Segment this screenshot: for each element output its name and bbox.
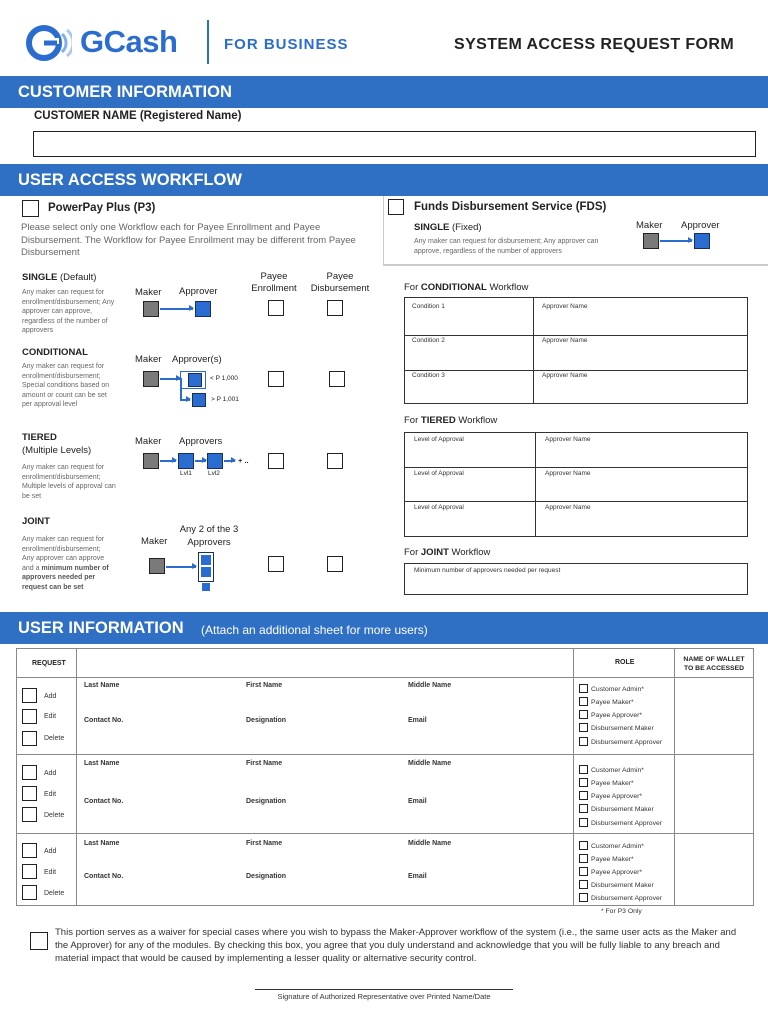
first-name-field[interactable]: First Name bbox=[246, 682, 283, 689]
role-label: Payee Maker* bbox=[591, 856, 634, 863]
fds-maker-box bbox=[643, 233, 659, 249]
table-divider bbox=[17, 754, 753, 755]
tiered-table bbox=[404, 432, 748, 537]
approver-name-cell[interactable]: Approver Name bbox=[545, 436, 591, 443]
workflow-title: USER ACCESS WORKFLOW bbox=[18, 171, 242, 189]
table-divider bbox=[405, 501, 747, 502]
table-divider bbox=[674, 649, 675, 905]
role-label: Disbursement Approver bbox=[591, 820, 663, 827]
last-name-field[interactable]: Last Name bbox=[84, 840, 120, 847]
joint-approver-box-2 bbox=[201, 567, 211, 577]
role-label: Payee Maker* bbox=[591, 780, 634, 787]
email-field[interactable]: Email bbox=[408, 717, 427, 724]
request-edit-checkbox[interactable] bbox=[22, 786, 37, 801]
first-name-field[interactable]: First Name bbox=[246, 840, 283, 847]
tiered-arrow-1 bbox=[160, 460, 176, 462]
approver-name-cell[interactable]: Approver Name bbox=[545, 470, 591, 477]
email-field[interactable]: Email bbox=[408, 873, 427, 880]
fds-arrow bbox=[660, 240, 692, 242]
approver-name-cell[interactable]: Approver Name bbox=[545, 504, 591, 511]
tiered-approvers-label: Approvers bbox=[179, 436, 223, 447]
customer-name-field[interactable] bbox=[33, 131, 756, 157]
first-name-field[interactable]: First Name bbox=[246, 760, 283, 767]
table-divider bbox=[17, 833, 753, 834]
joint-table[interactable] bbox=[404, 563, 748, 595]
table-divider bbox=[533, 298, 534, 403]
role-checkbox[interactable] bbox=[579, 710, 588, 719]
request-add-label: Add bbox=[44, 770, 57, 777]
tiered-table-title: For TIERED Workflow bbox=[404, 415, 498, 426]
single-desc: Any maker can request for enrollment/disbursement; Any approver can approve, regardless of the number of approvers bbox=[22, 289, 115, 334]
tiered-maker-box bbox=[143, 453, 159, 469]
single-maker-label: Maker bbox=[135, 287, 162, 298]
role-label: Disbursement Maker bbox=[591, 725, 654, 732]
role-label: Disbursement Maker bbox=[591, 882, 654, 889]
col-role-header: ROLE bbox=[615, 659, 635, 666]
conditional-approver-box-1 bbox=[188, 373, 202, 387]
fds-approver-box bbox=[694, 233, 710, 249]
approver-name-cell[interactable]: Approver Name bbox=[542, 372, 588, 379]
request-edit-checkbox[interactable] bbox=[22, 709, 37, 724]
single-title: SINGLE (Default) bbox=[22, 272, 97, 283]
fds-approver-label: Approver bbox=[681, 220, 720, 231]
joint-approvers-label: Any 2 of the 3 Approvers bbox=[179, 524, 239, 548]
waiver-checkbox[interactable] bbox=[30, 932, 48, 950]
tiered-approver-lvl2-box bbox=[207, 453, 223, 469]
single-maker-box bbox=[143, 301, 159, 317]
role-checkbox[interactable] bbox=[579, 791, 588, 800]
conditional-desc: Any maker can request for enrollment/disbursement; Special conditions based on amount or count can be set per approval level bbox=[22, 363, 110, 408]
approver-name-cell[interactable]: Approver Name bbox=[542, 303, 588, 310]
role-checkbox[interactable] bbox=[579, 854, 588, 863]
conditional-approver-box-2 bbox=[192, 393, 206, 407]
middle-name-field[interactable]: Middle Name bbox=[408, 760, 452, 767]
tiered-more: + .. bbox=[238, 456, 249, 465]
table-divider bbox=[17, 677, 753, 678]
table-divider bbox=[76, 649, 77, 905]
designation-field[interactable]: Designation bbox=[246, 717, 287, 724]
conditional-title: CONDITIONAL bbox=[22, 347, 88, 358]
level-cell[interactable]: Level of Approval bbox=[414, 470, 464, 477]
single-disb-checkbox[interactable] bbox=[327, 300, 343, 316]
tiered-arrow-2 bbox=[195, 460, 206, 462]
role-label: Disbursement Approver bbox=[591, 895, 663, 902]
request-edit-label: Edit bbox=[44, 713, 57, 720]
contact-field[interactable]: Contact No. bbox=[84, 873, 124, 880]
role-label: Customer Admin* bbox=[591, 686, 644, 693]
request-add-checkbox[interactable] bbox=[22, 688, 37, 703]
joint-arrow bbox=[166, 566, 196, 568]
gcash-logo bbox=[24, 22, 194, 64]
role-checkbox[interactable] bbox=[579, 737, 588, 746]
level-cell[interactable]: Level of Approval bbox=[414, 504, 464, 511]
condition-cell[interactable]: Condition 3 bbox=[412, 372, 445, 379]
conditional-branch-arrow bbox=[180, 399, 190, 401]
role-checkbox[interactable] bbox=[579, 880, 588, 889]
role-label: Customer Admin* bbox=[591, 767, 644, 774]
role-label: Disbursement Maker bbox=[591, 806, 654, 813]
fds-title: Funds Disbursement Service (FDS) bbox=[414, 201, 607, 213]
waiver-text: This portion serves as a waiver for special cases where you wish to bypass the Maker-Approver workflow of the system (i.e., the same user acts as the Maker and the Approver) for any of the modules. By checking this box, you agree that you duly understand and acknowledge that you will be fully liable to any breach and material impact that would be caused by implementing a lesser quality or alternative security control. bbox=[55, 927, 737, 964]
request-edit-label: Edit bbox=[44, 869, 57, 876]
contact-field[interactable]: Contact No. bbox=[84, 717, 124, 724]
col-wallet-header: NAME OF WALLET TO BE ACCESSED bbox=[683, 656, 745, 672]
joint-approver-box-3 bbox=[202, 583, 210, 591]
designation-field[interactable]: Designation bbox=[246, 798, 287, 805]
request-delete-label: Delete bbox=[44, 735, 65, 742]
customer-info-title: CUSTOMER INFORMATION bbox=[18, 83, 232, 101]
role-checkbox[interactable] bbox=[579, 684, 588, 693]
joint-title: JOINT bbox=[22, 516, 50, 527]
user-info-header bbox=[0, 612, 768, 644]
joint-maker-box bbox=[149, 558, 165, 574]
tiered-enroll-checkbox[interactable] bbox=[268, 453, 284, 469]
conditional-approver-label: Approver(s) bbox=[172, 354, 222, 365]
tiered-disb-checkbox[interactable] bbox=[327, 453, 343, 469]
role-label: Disbursement Approver bbox=[591, 739, 663, 746]
joint-enroll-checkbox[interactable] bbox=[268, 556, 284, 572]
col-payee-disbursement: Payee Disbursement bbox=[310, 271, 370, 294]
role-label: Payee Maker* bbox=[591, 699, 634, 706]
fds-desc: Any maker can request for disbursement; Any approver can approve, regardless of the number of approvers bbox=[414, 238, 599, 255]
role-checkbox[interactable] bbox=[579, 778, 588, 787]
request-delete-checkbox[interactable] bbox=[22, 731, 37, 746]
table-divider bbox=[405, 370, 747, 371]
single-enroll-checkbox[interactable] bbox=[268, 300, 284, 316]
table-divider bbox=[405, 335, 747, 336]
fds-single-title: SINGLE (Fixed) bbox=[414, 222, 482, 233]
role-label: Payee Approver* bbox=[591, 793, 643, 800]
tiered-arrow-3 bbox=[224, 460, 235, 462]
tiered-lvl2-label: Lvl2 bbox=[208, 470, 220, 477]
middle-name-field[interactable]: Middle Name bbox=[408, 682, 452, 689]
role-checkbox[interactable] bbox=[579, 723, 588, 732]
role-checkbox[interactable] bbox=[579, 765, 588, 774]
fds-checkbox[interactable] bbox=[388, 199, 404, 215]
condition-cell[interactable]: Condition 2 bbox=[412, 337, 445, 344]
role-label: Customer Admin* bbox=[591, 843, 644, 850]
user-info-note: (Attach an additional sheet for more users) bbox=[201, 623, 428, 637]
p3-instructions: Please select only one Workflow each for Payee Enrollment and Payee Disbursement. The Workflow for Payee Enrollment may be different from Payee Disbursement bbox=[21, 222, 356, 258]
fds-maker-label: Maker bbox=[636, 220, 663, 231]
middle-name-field[interactable]: Middle Name bbox=[408, 840, 452, 847]
contact-field[interactable]: Contact No. bbox=[84, 798, 124, 805]
single-approver-box bbox=[195, 301, 211, 317]
single-approver-label: Approver bbox=[179, 286, 218, 297]
joint-desc: Any maker can request for enrollment/disbursement; Any approver can approve and a minimum number of approvers needed per request can be set bbox=[22, 536, 109, 591]
conditional-table bbox=[404, 297, 748, 404]
request-delete-checkbox[interactable] bbox=[22, 885, 37, 900]
tiered-subtitle: (Multiple Levels) bbox=[22, 445, 92, 456]
role-label: Payee Approver* bbox=[591, 869, 643, 876]
tiered-title: TIERED bbox=[22, 432, 57, 443]
customer-name-label: CUSTOMER NAME (Registered Name) bbox=[34, 110, 242, 122]
table-divider bbox=[405, 467, 747, 468]
tiered-maker-label: Maker bbox=[135, 436, 162, 447]
role-checkbox[interactable] bbox=[579, 867, 588, 876]
conditional-maker-label: Maker bbox=[135, 354, 162, 365]
table-divider bbox=[535, 433, 536, 536]
approver-name-cell[interactable]: Approver Name bbox=[542, 337, 588, 344]
user-info-title: USER INFORMATION bbox=[18, 619, 184, 637]
signature-label: Signature of Authorized Representative over Printed Name/Date bbox=[277, 992, 491, 1001]
table-divider bbox=[573, 649, 574, 905]
request-edit-label: Edit bbox=[44, 791, 57, 798]
conditional-arrow bbox=[160, 378, 180, 380]
signature-line[interactable] bbox=[255, 989, 513, 990]
request-delete-label: Delete bbox=[44, 890, 65, 897]
col-request-header: REQUEST bbox=[32, 660, 66, 667]
conditional-table-title: For CONDITIONAL Workflow bbox=[404, 282, 529, 293]
conditional-branch-line bbox=[180, 378, 182, 400]
request-edit-checkbox[interactable] bbox=[22, 864, 37, 879]
form-title: SYSTEM ACCESS REQUEST FORM bbox=[454, 36, 735, 53]
role-checkbox[interactable] bbox=[579, 697, 588, 706]
joint-disb-checkbox[interactable] bbox=[327, 556, 343, 572]
joint-approver-box-1 bbox=[201, 555, 211, 565]
role-label: Payee Approver* bbox=[591, 712, 643, 719]
conditional-enroll-checkbox[interactable] bbox=[268, 371, 284, 387]
p3-checkbox[interactable] bbox=[22, 200, 39, 217]
tiered-lvl1-label: Lvl1 bbox=[180, 470, 192, 477]
joint-table-title: For JOINT Workflow bbox=[404, 547, 491, 558]
joint-maker-label: Maker bbox=[141, 536, 168, 547]
tiered-approver-lvl1-box bbox=[178, 453, 194, 469]
request-add-label: Add bbox=[44, 848, 57, 855]
request-delete-checkbox[interactable] bbox=[22, 807, 37, 822]
p3-title: PowerPay Plus (P3) bbox=[48, 202, 156, 214]
last-name-field[interactable]: Last Name bbox=[84, 682, 120, 689]
request-add-checkbox[interactable] bbox=[22, 843, 37, 858]
level-cell[interactable]: Level of Approval bbox=[414, 436, 464, 443]
user-info-table bbox=[16, 648, 754, 906]
joint-min-approvers-field: Minimum number of approvers needed per request bbox=[414, 567, 561, 574]
p3-only-footnote: * For P3 Only bbox=[601, 908, 642, 915]
logo-text: GCash bbox=[80, 24, 178, 59]
last-name-field[interactable]: Last Name bbox=[84, 760, 120, 767]
gcash-logo-icon bbox=[24, 22, 72, 64]
role-checkbox[interactable] bbox=[579, 818, 588, 827]
conditional-gt-amount: > P 1,001 bbox=[211, 396, 239, 403]
role-checkbox[interactable] bbox=[579, 841, 588, 850]
tiered-desc: Any maker can request for enrollment/disbursement; Multiple levels of approval can be set bbox=[22, 464, 116, 500]
request-add-label: Add bbox=[44, 693, 57, 700]
header-divider bbox=[207, 20, 209, 64]
conditional-disb-checkbox[interactable] bbox=[329, 371, 345, 387]
designation-field[interactable]: Designation bbox=[246, 873, 287, 880]
conditional-maker-box bbox=[143, 371, 159, 387]
col-payee-enrollment: Payee Enrollment bbox=[251, 271, 297, 294]
conditional-lt-amount: < P 1,000 bbox=[210, 375, 238, 382]
email-field[interactable]: Email bbox=[408, 798, 427, 805]
single-arrow bbox=[160, 308, 193, 310]
role-checkbox[interactable] bbox=[579, 804, 588, 813]
request-delete-label: Delete bbox=[44, 812, 65, 819]
workflow-header bbox=[0, 164, 768, 196]
customer-info-header bbox=[0, 76, 768, 108]
business-label: FOR BUSINESS bbox=[224, 36, 349, 53]
role-checkbox[interactable] bbox=[579, 893, 588, 902]
condition-cell[interactable]: Condition 1 bbox=[412, 303, 445, 310]
request-add-checkbox[interactable] bbox=[22, 765, 37, 780]
